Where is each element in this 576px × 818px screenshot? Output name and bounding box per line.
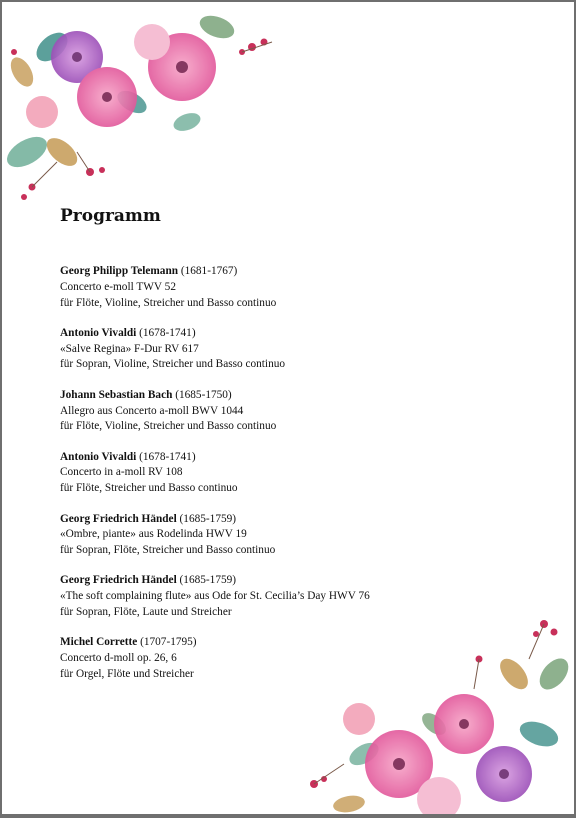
work-title: «Ombre, piante» aus Rodelinda HWV 19 <box>60 528 247 541</box>
work-title: Concerto e-moll TWV 52 <box>60 280 176 293</box>
work-scoring: für Flöte, Violine, Streicher und Basso continuo <box>60 296 277 309</box>
composer-name: Antonio Vivaldi <box>60 450 137 463</box>
work-scoring: für Orgel, Flöte und Streicher <box>60 667 194 680</box>
composer-name: Antonio Vivaldi <box>60 326 137 339</box>
composer-name: Georg Philipp Telemann <box>60 265 179 277</box>
composer-dates: (1678-1741) <box>139 326 196 339</box>
work-scoring: für Flöte, Violine, Streicher und Basso continuo <box>60 420 277 433</box>
work-title: Concerto in a-moll RV 108 <box>60 466 183 479</box>
page-title: Programm <box>60 206 161 226</box>
composer-dates: (1707-1795) <box>140 636 197 649</box>
work-scoring: für Sopran, Flöte, Streicher und Basso continuo <box>60 544 276 557</box>
composer-name: Georg Friedrich Händel <box>60 574 177 587</box>
floral-watercolor-bottom-right <box>304 614 574 814</box>
work-title: Allegro aus Concerto a-moll BWV 1044 <box>60 404 244 417</box>
composer-dates: (1678-1741) <box>139 450 196 463</box>
program-item <box>60 326 530 373</box>
composer-dates: (1685-1750) <box>175 388 232 401</box>
work-title: Concerto d-moll op. 26, 6 <box>60 652 177 665</box>
document-page <box>2 2 574 814</box>
composer-name: Georg Friedrich Händel <box>60 512 177 525</box>
work-scoring: für Flöte, Streicher und Basso continuo <box>60 482 238 495</box>
composer-dates: (1685-1759) <box>179 574 237 587</box>
work-scoring: für Sopran, Violine, Streicher und Basso continuo <box>60 358 286 371</box>
work-scoring: für Sopran, Flöte, Laute und Streicher <box>60 606 232 619</box>
composer-dates: (1685-1759) <box>179 512 237 525</box>
floral-watercolor-top-left <box>2 2 292 217</box>
composer-name: Michel Corrette <box>60 636 138 649</box>
composer-dates: (1681-1767) <box>180 265 238 277</box>
composer-name: Johann Sebastian Bach <box>60 388 173 401</box>
work-title: «Salve Regina» F-Dur RV 617 <box>60 342 199 355</box>
program-item <box>60 450 530 497</box>
program-item <box>60 264 530 311</box>
program-item <box>60 512 530 559</box>
program-item <box>60 388 530 435</box>
work-title: «The soft complaining flute» aus Ode for St. Cecilia’s Day HWV 76 <box>60 590 370 603</box>
